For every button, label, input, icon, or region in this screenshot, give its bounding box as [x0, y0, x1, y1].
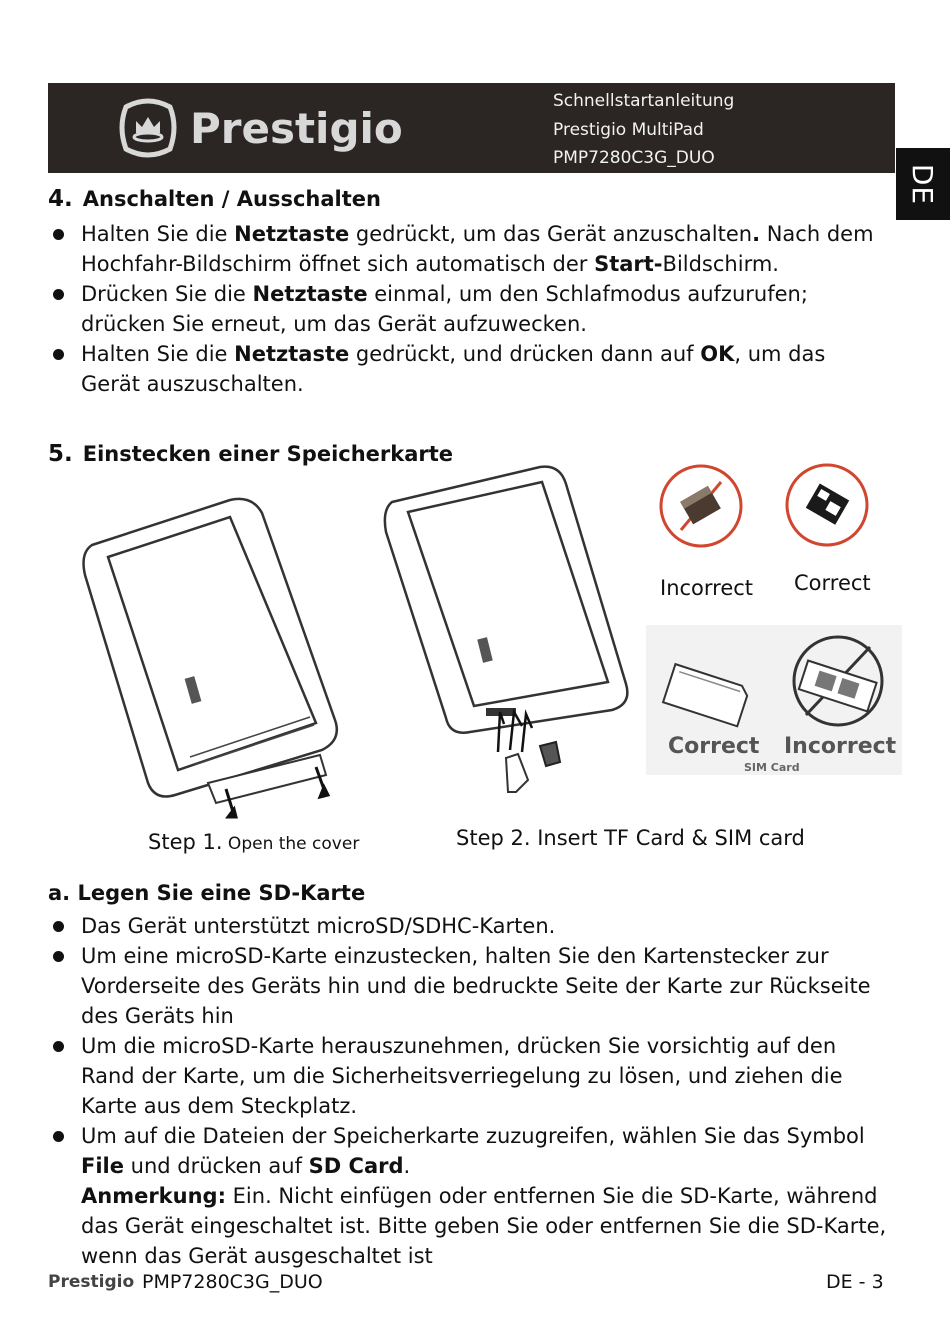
- svg-text:Prestigio: Prestigio: [48, 1272, 134, 1292]
- step2-caption: Step 2. Insert TF Card & SIM card: [456, 826, 805, 850]
- model-number: PMP7280C3G_DUO: [553, 148, 715, 168]
- bullet-icon: [53, 951, 64, 962]
- bullet-icon: [53, 349, 64, 360]
- page-number: DE - 3: [826, 1271, 884, 1293]
- incorrect-label: Incorrect: [660, 576, 754, 600]
- section-4-title: 4. Anschalten / Ausschalten: [48, 186, 381, 212]
- bullet-icon: [53, 1131, 64, 1142]
- bullet-icon: [53, 1041, 64, 1052]
- sim-card-text: SIM Card: [744, 761, 800, 774]
- product-name: Prestigio MultiPad: [553, 119, 704, 140]
- correct-label: Correct: [794, 571, 871, 595]
- list-item: Um die microSD-Karte herauszunehmen, drücken Sie vorsichtig auf den Rand der Karte, um die Sicherheitsverriegelung zu lösen, und ziehen die Karte aus dem Steckplatz.: [48, 1031, 888, 1121]
- doc-type: Schnellstartanleitung: [553, 91, 735, 111]
- subsection-a-title: a. Legen Sie eine SD-Karte: [48, 881, 366, 905]
- header-text: [553, 87, 734, 173]
- step1-caption: Step 1. Open the cover: [148, 830, 360, 854]
- sim-card-illustration: [646, 625, 902, 775]
- list-item: Das Gerät unterstützt microSD/SDHC-Karten.: [48, 911, 888, 941]
- bullet-icon: [53, 921, 64, 932]
- sim-correct-text: Correct: [668, 734, 760, 759]
- section-5-title: 5. Einstecken einer Speicherkarte: [48, 441, 454, 467]
- prestigio-logo: [112, 93, 432, 163]
- list-item: Um auf die Dateien der Speicherkarte zuzugreifen, wählen Sie das Symbol File und drücken auf SD Card.: [48, 1121, 888, 1181]
- correct-sd-icon: [782, 460, 872, 550]
- bullet-icon: [53, 229, 64, 240]
- sim-incorrect-text: Incorrect: [784, 734, 897, 759]
- footer-model: PMP7280C3G_DUO: [142, 1271, 323, 1293]
- section-4-list: [48, 219, 888, 399]
- bullet-icon: [53, 289, 64, 300]
- list-item: Halten Sie die Netztaste gedrückt, und drücken dann auf OK, um das Gerät auszuschalten.: [48, 339, 888, 399]
- step1-tablet-illustration: [80, 495, 350, 825]
- header-bar: [48, 83, 895, 173]
- list-item: Halten Sie die Netztaste gedrückt, um das Gerät anzuschalten. Nach dem Hochfahr-Bildschirm öffnet sich automatisch der Start-Bildschirm.: [48, 219, 888, 279]
- svg-text:Prestigio: Prestigio: [190, 104, 403, 153]
- language-tab: DE: [896, 148, 950, 220]
- incorrect-sd-icon: [655, 460, 747, 552]
- footer-logo: [48, 1270, 134, 1292]
- note-paragraph: Anmerkung: Ein. Nicht einfügen oder entfernen Sie die SD-Karte, während das Gerät eingeschaltet ist. Bitte geben Sie oder entfernen Sie die SD-Karte, wenn das Gerät ausgeschaltet ist: [81, 1184, 887, 1268]
- step2-tablet-illustration: [380, 462, 640, 812]
- subsection-a-list: [48, 911, 888, 1271]
- list-item: Drücken Sie die Netztaste einmal, um den Schlafmodus aufzurufen; drücken Sie erneut, um das Gerät aufzuwecken.: [48, 279, 888, 339]
- list-item: Um eine microSD-Karte einzustecken, halten Sie den Kartenstecker zur Vorderseite des Geräts hin und die bedruckte Seite der Karte zur Rückseite des Geräts hin: [48, 941, 888, 1031]
